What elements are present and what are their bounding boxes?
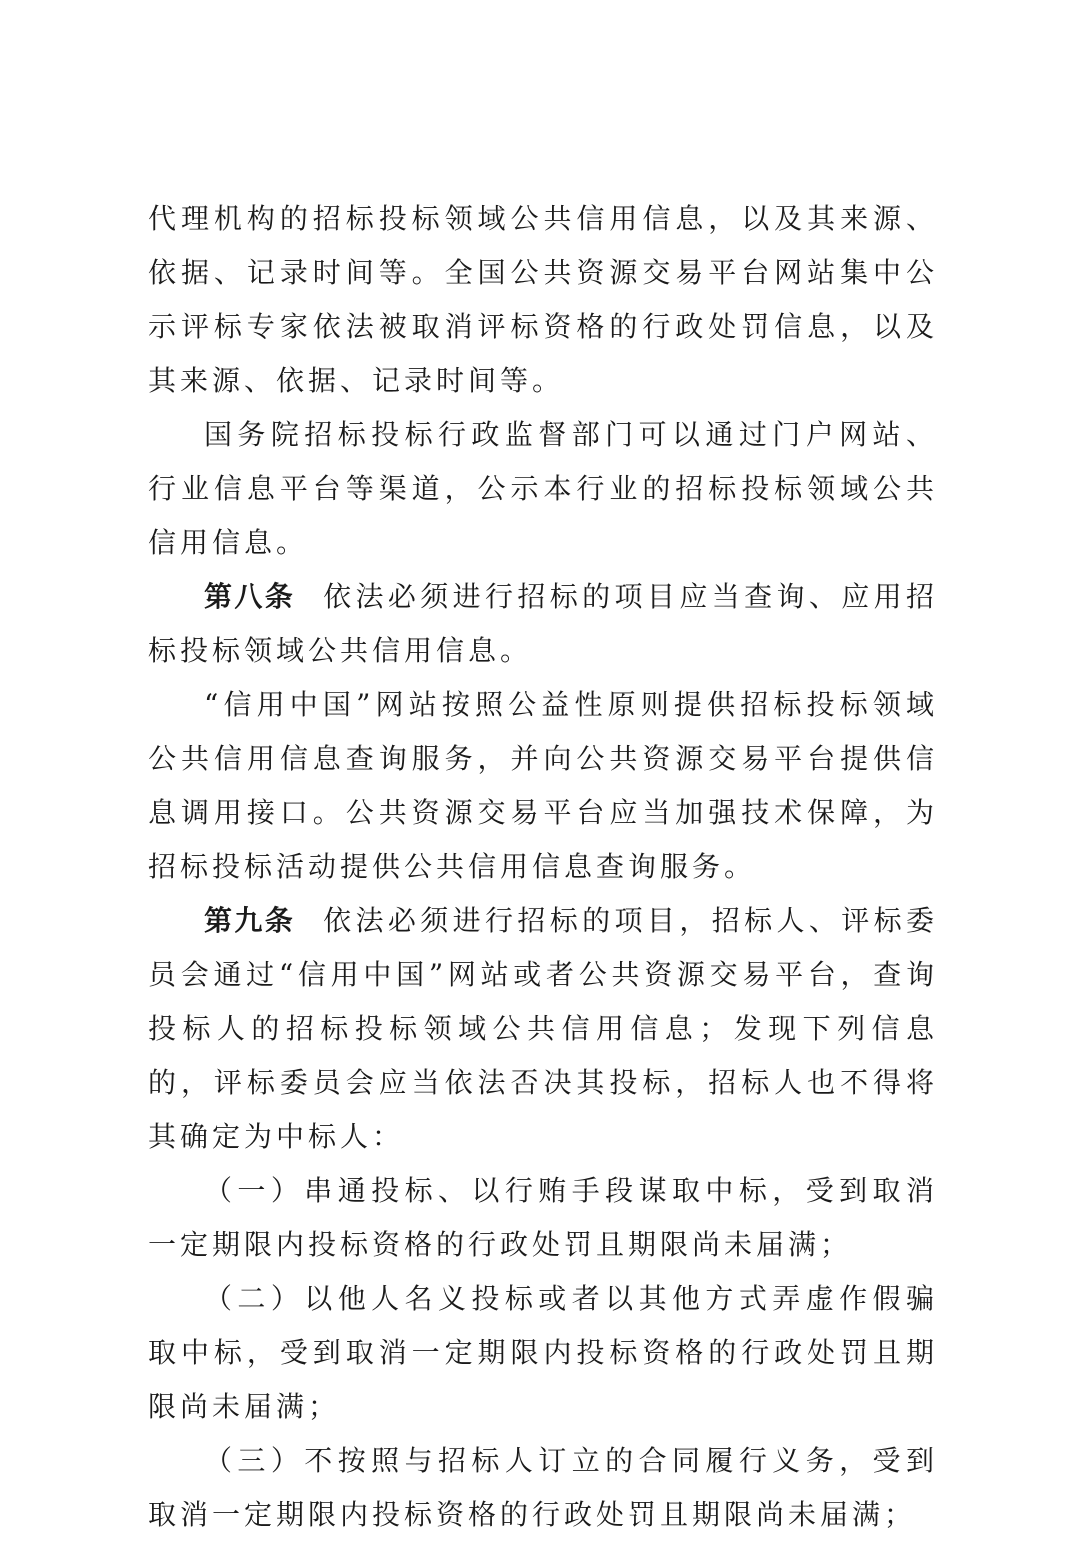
paragraph-text: 依法必须进行招标的项目，招标人、评标委员会通过“信用中国”网站或者公共资源交易平台，查询投标人的招标投标领域公共信用信息；发现下列信息的，评标委员会应当依法否决其投标，招标人也不得将其确定为中标人： xyxy=(148,904,938,1153)
paragraph-2 xyxy=(148,408,938,570)
list-item-2 xyxy=(148,1272,938,1434)
document-body xyxy=(148,192,938,1542)
article-heading: 第八条 xyxy=(204,580,296,613)
paragraph-text: 依法必须进行招标的项目应当查询、应用招标投标领域公共信用信息。 xyxy=(148,580,938,667)
paragraph-text: “信用中国”网站按照公益性原则提供招标投标领域公共信用信息查询服务，并向公共资源交易平台提供信息调用接口。公共资源交易平台应当加强技术保障，为招标投标活动提供公共信用信息查询服务。 xyxy=(148,688,938,883)
list-item-3 xyxy=(148,1434,938,1542)
paragraph-1 xyxy=(148,192,938,408)
paragraph-text: 国务院招标投标行政监督部门可以通过门户网站、行业信息平台等渠道，公示本行业的招标投标领域公共信用信息。 xyxy=(148,418,938,559)
list-item-1 xyxy=(148,1164,938,1272)
article-9 xyxy=(148,894,938,1164)
article-heading: 第九条 xyxy=(204,904,296,937)
paragraph-text: （一）串通投标、以行贿手段谋取中标，受到取消一定期限内投标资格的行政处罚且期限尚未届满； xyxy=(148,1174,938,1261)
paragraph-text: 代理机构的招标投标领域公共信用信息，以及其来源、依据、记录时间等。全国公共资源交易平台网站集中公示评标专家依法被取消评标资格的行政处罚信息，以及其来源、依据、记录时间等。 xyxy=(148,202,938,397)
paragraph-text: （三）不按照与招标人订立的合同履行义务，受到取消一定期限内投标资格的行政处罚且期限尚未届满； xyxy=(148,1444,938,1531)
paragraph-4 xyxy=(148,678,938,894)
article-8 xyxy=(148,570,938,678)
paragraph-text: （二）以他人名义投标或者以其他方式弄虚作假骗取中标，受到取消一定期限内投标资格的行政处罚且期限尚未届满； xyxy=(148,1282,938,1423)
